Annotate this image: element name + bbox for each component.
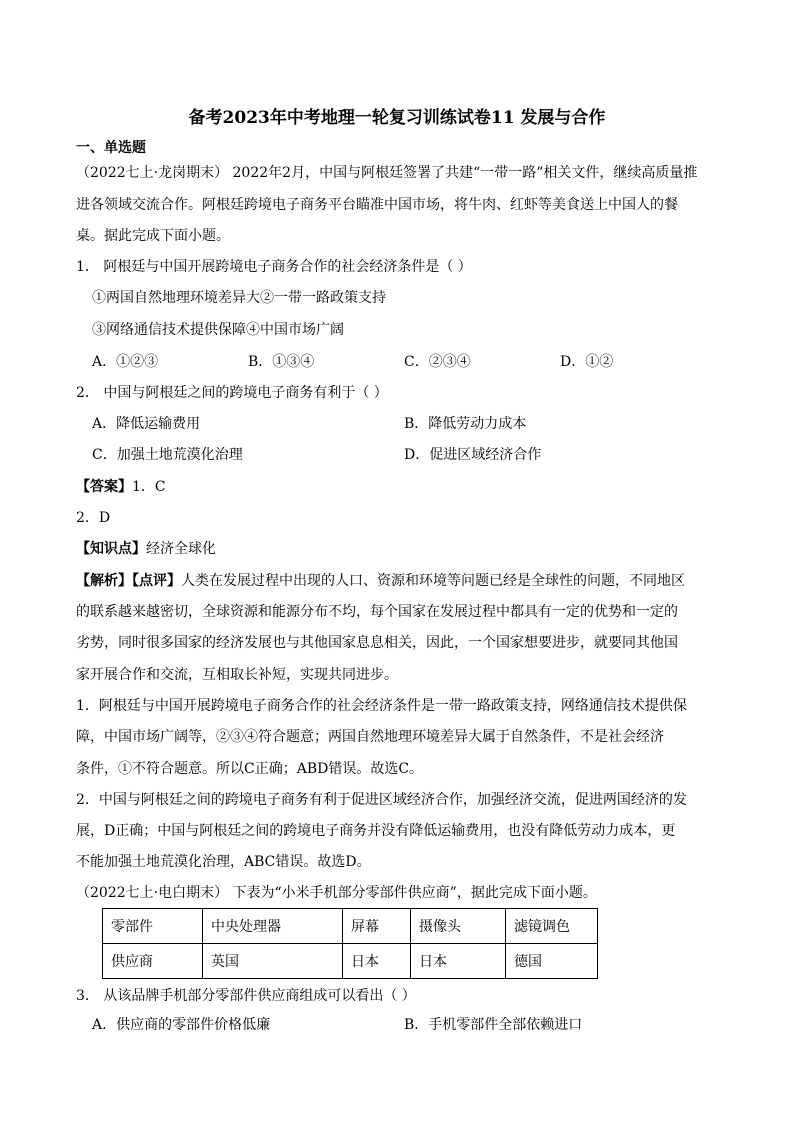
question-2-option-c: C．加强土地荒漠化治理 <box>92 447 243 463</box>
question-2-option-a: A．降低运输费用 <box>92 416 201 432</box>
table-row <box>103 909 598 944</box>
question-1-stem: 1． 阿根廷与中国开展跨境电子商务合作的社会经济条件是（ ） <box>76 259 472 275</box>
question-1-option-d: D．①② <box>560 354 614 370</box>
group1-intro-line-3: 桌。据此完成下面小题。 <box>76 228 230 244</box>
table-cell: 供应商 <box>103 944 203 979</box>
analysis-tag: 【解析】【点评】 <box>76 573 181 589</box>
table-cell: 中央处理器 <box>203 909 343 944</box>
question-1-item-line-2: ③网络通信技术提供保障④中国市场广阔 <box>92 322 344 338</box>
question-2-stem: 2． 中国与阿根廷之间的跨境电子商务有利于（ ） <box>76 385 388 401</box>
question-1-option-a: A．①②③ <box>92 354 159 370</box>
explain-2-line-2: 展，D正确；中国与阿根廷之间的跨境电子商务并没有降低运输费用，也没有降低劳动力成本，更 <box>76 823 676 839</box>
knowledge-tag: 【知识点】 <box>76 541 146 557</box>
question-2-option-d: D．促进区域经济合作 <box>404 447 542 463</box>
question-1-option-b: B．①③④ <box>248 354 315 370</box>
table-cell: 屏幕 <box>343 909 411 944</box>
analysis-line-4: 家开展合作和交流，互相取长补短，实现共同进步。 <box>76 667 398 683</box>
answer-2: 2．D <box>76 510 111 526</box>
question-1-item-line-1: ①两国自然地理环境差异大②一带一路政策支持 <box>92 290 386 306</box>
knowledge-text: 经济全球化 <box>146 541 216 557</box>
table-cell: 零部件 <box>103 909 203 944</box>
question-2-option-b: B．降低劳动力成本 <box>404 416 527 432</box>
table-cell: 英国 <box>203 944 343 979</box>
page-title: 备考2023年中考地理一轮复习训练试卷11 发展与合作 <box>188 108 606 128</box>
explain-1-line-2: 障，中国市场广阔等，②③④符合题意；两国自然地理环境差异大属于自然条件，不是社会经济 <box>76 729 664 745</box>
question-1-option-c: C．②③④ <box>404 354 471 370</box>
explain-1-line-3: 条件，①不符合题意。所以C正确；ABD错误。故选C。 <box>76 761 424 777</box>
group2-intro: （2022七上·电白期末） 下表为“小米手机部分零部件供应商”，据此完成下面小题。 <box>76 885 597 901</box>
knowledge-line <box>76 539 216 559</box>
analysis-text-1: 人类在发展过程中出现的人口、资源和环境等问题已经是全球性的问题，不同地区 <box>181 573 685 589</box>
analysis-line-1 <box>76 571 685 591</box>
table-row <box>103 944 598 979</box>
answer-1: 1．C <box>132 479 166 495</box>
explain-1-line-1: 1．阿根廷与中国开展跨境电子商务合作的社会经济条件是一带一路政策支持，网络通信技术提供保 <box>76 698 687 714</box>
table-cell: 德国 <box>506 944 598 979</box>
group1-intro-line-2: 进各领域交流合作。阿根廷跨境电子商务平台瞄准中国市场，将牛肉、红虾等美食送上中国人的餐 <box>76 197 678 213</box>
explain-2-line-1: 2．中国与阿根廷之间的跨境电子商务有利于促进区域经济合作，加强经济交流，促进两国经济的发 <box>76 792 687 808</box>
answer-tag: 【答案】 <box>76 479 132 495</box>
answer-line-1 <box>76 477 166 497</box>
analysis-line-2: 的联系越来越密切，全球资源和能源分布不均，每个国家在发展过程中都具有一定的优势和一定的 <box>76 604 678 620</box>
question-3-option-b: B．手机零部件全部依赖进口 <box>404 1017 583 1033</box>
table-cell: 滤镜调色 <box>506 909 598 944</box>
table-cell: 日本 <box>411 944 506 979</box>
group1-intro-line-1: （2022七上·龙岗期末） 2022年2月，中国与阿根廷签署了共建“一带一路”相关文件，继续高质量推 <box>76 165 698 181</box>
section-heading: 一、单选题 <box>76 140 146 156</box>
question-3-stem: 3． 从该品牌手机部分零部件供应商组成可以看出（ ） <box>76 988 416 1004</box>
table-cell: 日本 <box>343 944 411 979</box>
explain-2-line-3: 不能加强土地荒漠化治理，ABC错误。故选D。 <box>76 854 371 870</box>
table-cell: 摄像头 <box>411 909 506 944</box>
analysis-line-3: 劣势，同时很多国家的经济发展也与其他国家息息相关，因此，一个国家想要进步，就要同其他国 <box>76 635 678 651</box>
supplier-table <box>102 908 598 979</box>
question-3-option-a: A．供应商的零部件价格低廉 <box>92 1017 271 1033</box>
